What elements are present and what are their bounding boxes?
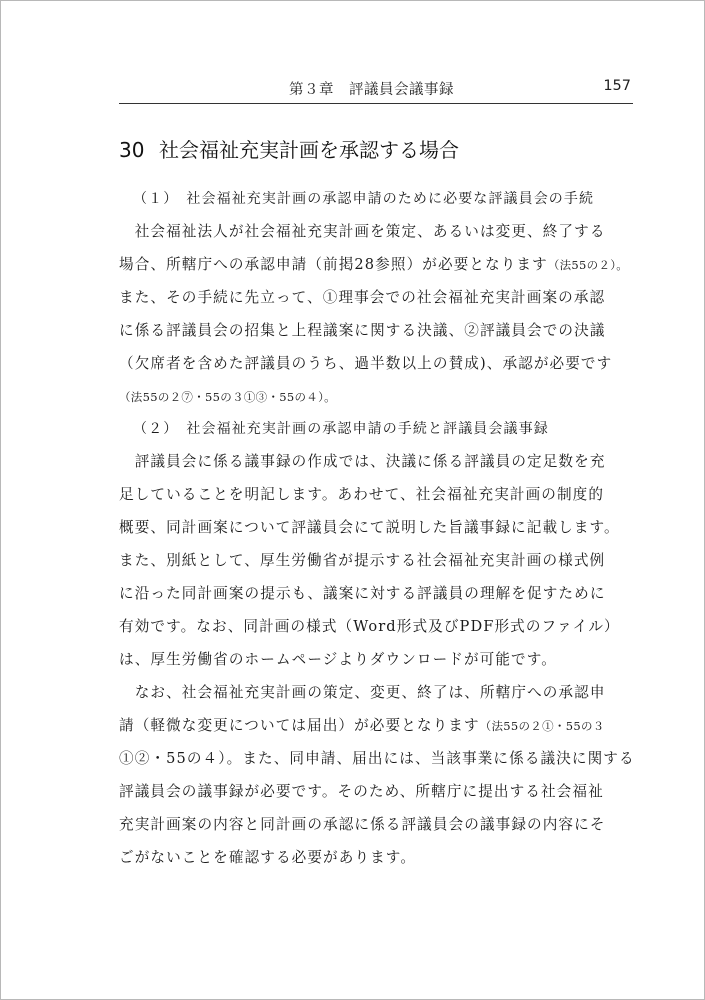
section-title-text: 社会福祉充実計画を承認する場合: [159, 138, 459, 162]
legal-reference: （法55の２①・55の３: [479, 719, 605, 733]
chapter-title: 第３章 評議員会議事録: [289, 82, 454, 98]
section-heading: [119, 134, 459, 163]
paragraph-line: 有効です。なお、同計画の様式（Word形式及びPDF形式のファイル）: [119, 618, 620, 635]
section-number: 30: [119, 138, 145, 162]
paragraph-line: 場合、所轄庁への承認申請（前掲28参照）が必要となります（法55の２）。: [119, 256, 629, 273]
subsection-heading: （１） 社会福祉充実計画の承認申請のために必要な評議員会の手続: [133, 191, 595, 207]
page-number: 157: [603, 78, 631, 94]
paragraph-line: （欠席者を含めた評議員のうち、過半数以上の賛成)、承認が必要です: [119, 355, 613, 372]
paragraph-line: ごがないことを確認する必要があります。: [119, 849, 417, 866]
paragraph-line: 充実計画案の内容と同計画の承認に係る評議員会の議事録の内容にそ: [119, 816, 606, 833]
paragraph-line: 評議員会に係る議事録の作成では、決議に係る評議員の定足数を充: [119, 453, 606, 470]
paragraph-line: また、別紙として、厚生労働省が提示する社会福祉充実計画の様式例: [119, 552, 606, 569]
paragraph-line: 社会福祉法人が社会福祉充実計画を策定、あるいは変更、終了する: [119, 223, 606, 240]
paragraph-line: 概要、同計画案について評議員会にて説明した旨議事録に記載します。: [119, 519, 620, 536]
paragraph-line: に沿った同計画案の提示も、議案に対する評議員の理解を促すために: [119, 585, 606, 602]
paragraph-line: ①②・55の４）。また、同申請、届出には、当該事業に係る議決に関する: [119, 750, 635, 767]
paragraph-line: 評議員会の議事録が必要です。そのため、所轄庁に提出する社会福祉: [119, 783, 604, 800]
paragraph-line: また、その手続に先立って、①理事会での社会福祉充実計画案の承認: [119, 289, 606, 306]
legal-reference: （法55の２⑦・55の３①③・55の４）。: [119, 390, 336, 404]
paragraph-line: 足していることを明記します。あわせて、社会福祉充実計画の制度的: [119, 486, 605, 503]
paragraph-line: 請（軽微な変更については届出）が必要となります（法55の２①・55の３: [119, 717, 605, 734]
paragraph-line: に係る評議員会の招集と上程議案に関する決議、②評議員会での決議: [119, 322, 606, 339]
paragraph-line: なお、社会福祉充実計画の策定、変更、終了は、所轄庁への承認申: [119, 684, 606, 701]
running-header: [119, 75, 633, 104]
paragraph-line: は、厚生労働省のホームページよりダウンロードが可能です。: [119, 651, 557, 668]
subsection-heading: （２） 社会福祉充実計画の承認申請の手続と評議員会議事録: [133, 421, 549, 437]
legal-reference: （法55の２）。: [547, 258, 629, 272]
